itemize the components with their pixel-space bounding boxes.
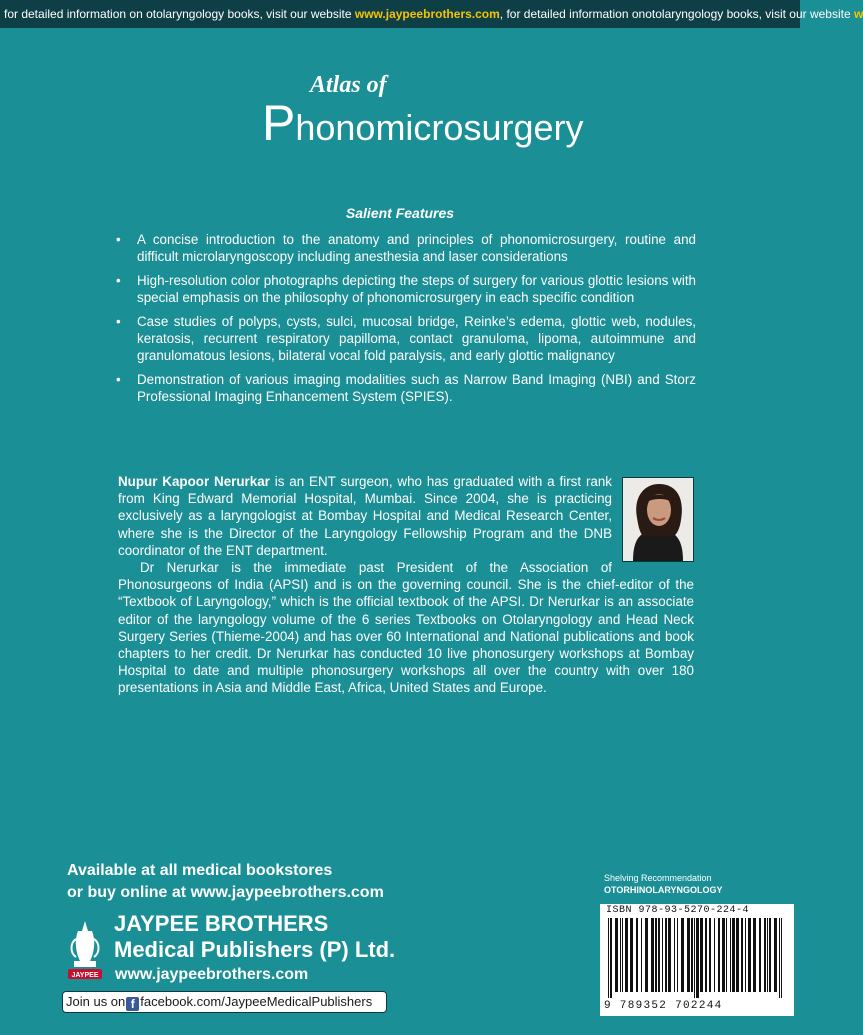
barcode-bar — [705, 918, 707, 992]
barcode-bar — [668, 918, 671, 992]
publisher-name-line-1: JAYPEE BROTHERS — [114, 911, 329, 936]
barcode-bar — [677, 918, 678, 992]
facebook-icon: f — [126, 997, 139, 1011]
bullet-icon: • — [116, 314, 121, 329]
logo-text: JAYPEE — [71, 972, 99, 979]
banner-website-link[interactable]: www.jaypeebrothers.com — [354, 7, 500, 21]
barcode-bar — [748, 918, 751, 992]
barcode-bar — [625, 918, 628, 992]
barcode-bar — [610, 918, 612, 998]
barcode-bar — [745, 918, 746, 992]
features-list — [116, 231, 696, 412]
feature-item: • High-resolution color photographs depicting the steps of surgery for various glottic lesions with special emphasis on the philosophy of phonomicrosurgery in each specific condition — [116, 273, 696, 305]
feature-item: • A concise introduction to the anatomy and principles of phonomicrosurgery, routine and difficult microlaryngoscopy including anesthesia and laser considerations — [116, 232, 696, 264]
bio-paragraph-1: is an ENT surgeon, who has graduated with a first rank from King Edward Memorial Hospital, Mumbai. Since 2004, she is practicing exclusively as a laryngologist at Bombay Hospital and Medical Research Center, where she is the Director of the Laryngology Fellowship Program and the DNB coordinator of the ENT department. — [118, 474, 612, 558]
barcode-bar — [674, 918, 675, 992]
barcode-bar — [781, 918, 782, 998]
publisher-name — [114, 911, 395, 963]
availability-line-1: Available at all medical bookstores — [67, 862, 333, 879]
barcode-bar — [753, 918, 756, 992]
author-bio — [118, 473, 694, 697]
barcode-bar — [769, 918, 771, 992]
barcode-bar — [622, 918, 623, 992]
barcode-bar — [608, 918, 609, 998]
barcode-bar — [665, 918, 667, 992]
barcode-bar — [615, 918, 618, 992]
barcode-bar — [722, 918, 725, 992]
shelving-recommendation — [604, 872, 723, 896]
barcode-digits: 9 789352 702244 — [604, 1000, 723, 1012]
banner-text-1: for detailed information on otolaryngology books, visit our website — [4, 7, 355, 21]
barcode-bars — [606, 918, 788, 998]
shelving-category: OTORHINOLARYNGOLOGY — [604, 885, 723, 895]
barcode-bar — [658, 918, 660, 992]
barcode-bar — [709, 918, 711, 992]
barcode-bar — [774, 918, 777, 992]
barcode-bar — [767, 918, 768, 992]
barcode-bar — [694, 918, 695, 998]
barcode-bar — [714, 918, 715, 992]
barcode-bar — [732, 918, 735, 992]
barcode-bar — [718, 918, 720, 992]
barcode-bar — [662, 918, 663, 992]
barcode-bar — [764, 918, 766, 992]
author-photo — [622, 477, 694, 562]
title-main — [262, 94, 583, 152]
bullet-icon: • — [116, 232, 121, 247]
barcode-bar — [636, 918, 638, 992]
title-atlas-of: Atlas of — [310, 72, 387, 98]
salient-features-heading: Salient Features — [345, 205, 455, 221]
barcode-bar — [691, 918, 693, 992]
barcode-bar — [779, 918, 780, 998]
barcode-bar — [696, 918, 699, 998]
bullet-icon: • — [116, 273, 121, 288]
availability-note — [67, 860, 384, 904]
barcode-bar — [726, 918, 727, 992]
barcode-bar — [641, 918, 642, 992]
join-prefix: Join us on — [66, 994, 126, 1009]
barcode-bar — [655, 918, 657, 992]
barcode-bar — [741, 918, 743, 992]
barcode-bar — [736, 918, 739, 992]
isbn-label: ISBN 978-93-5270-224-4 — [606, 905, 750, 916]
feature-item: • Demonstration of various imaging modalities such as Narrow Band Imaging (NBI) and Storz Professional Imaging Enhancement System (SPIES). — [116, 372, 696, 404]
title-rest: honomicrosurgery — [295, 107, 584, 148]
barcode-bar — [620, 918, 621, 992]
facebook-link[interactable]: facebook.com/JaypeeMedicalPublishers — [140, 994, 373, 1009]
barcode-bar — [681, 918, 684, 992]
shelving-label: Shelving Recommendation — [604, 873, 712, 883]
feature-item: • Case studies of polyps, cysts, sulci, mucosal bridge, Reinke’s edema, glottic web, nodules, keratosis, recurrent respiratory papilloma, contact granuloma, lipoma, autoimmune and granulomatous lesions, bilateral vocal fold paralysis, and early glottic malignancy — [116, 314, 696, 363]
barcode-bar — [759, 918, 761, 992]
isbn-barcode — [600, 904, 794, 1016]
publisher-logo — [62, 917, 108, 983]
bullet-icon: • — [116, 372, 121, 387]
barcode-bar — [651, 918, 654, 992]
barcode-bar — [630, 918, 633, 992]
barcode-bar — [730, 918, 731, 992]
title-initial: P — [262, 95, 296, 151]
facebook-join-box[interactable] — [62, 991, 387, 1013]
availability-line-2: or buy online at www.jaypeebrothers.com — [67, 884, 384, 901]
barcode-bar — [645, 918, 648, 992]
banner-website-link-2[interactable]: w — [854, 7, 863, 21]
bio-paragraph-2: Dr Nerurkar is the immediate past President of the Association of Phonosurgeons of India (APSI) and is on the governing council. She is the chief-editor of the “Textbook of Laryngology,” which is the official textbook of the APSI. Dr Nerurkar is an associate editor of the laryngology volume of the 6 series Textbooks on Otolaryngology and Head Neck Surgery Series (Thieme-2004) and has over 60 International and National publications and book chapters to her credit. Dr Nerurkar has conducted 10 live phonosurgery workshops at Bombay Hospital to date and multiple phonosurgery workshops all over the country with over 180 presentations in Asia and Middle East, Africa, United States and Europe. — [118, 560, 694, 696]
barcode-bar — [687, 918, 690, 992]
publisher-name-line-2: Medical Publishers (P) Ltd. — [114, 937, 396, 962]
publisher-website-link[interactable]: www.jaypeebrothers.com — [115, 966, 309, 983]
author-name: Nupur Kapoor Nerurkar — [118, 474, 270, 489]
top-banner-strip — [0, 0, 863, 28]
banner-text-2: , for detailed information onotolaryngology books, visit our website — [499, 7, 854, 21]
barcode-bar — [700, 918, 703, 992]
